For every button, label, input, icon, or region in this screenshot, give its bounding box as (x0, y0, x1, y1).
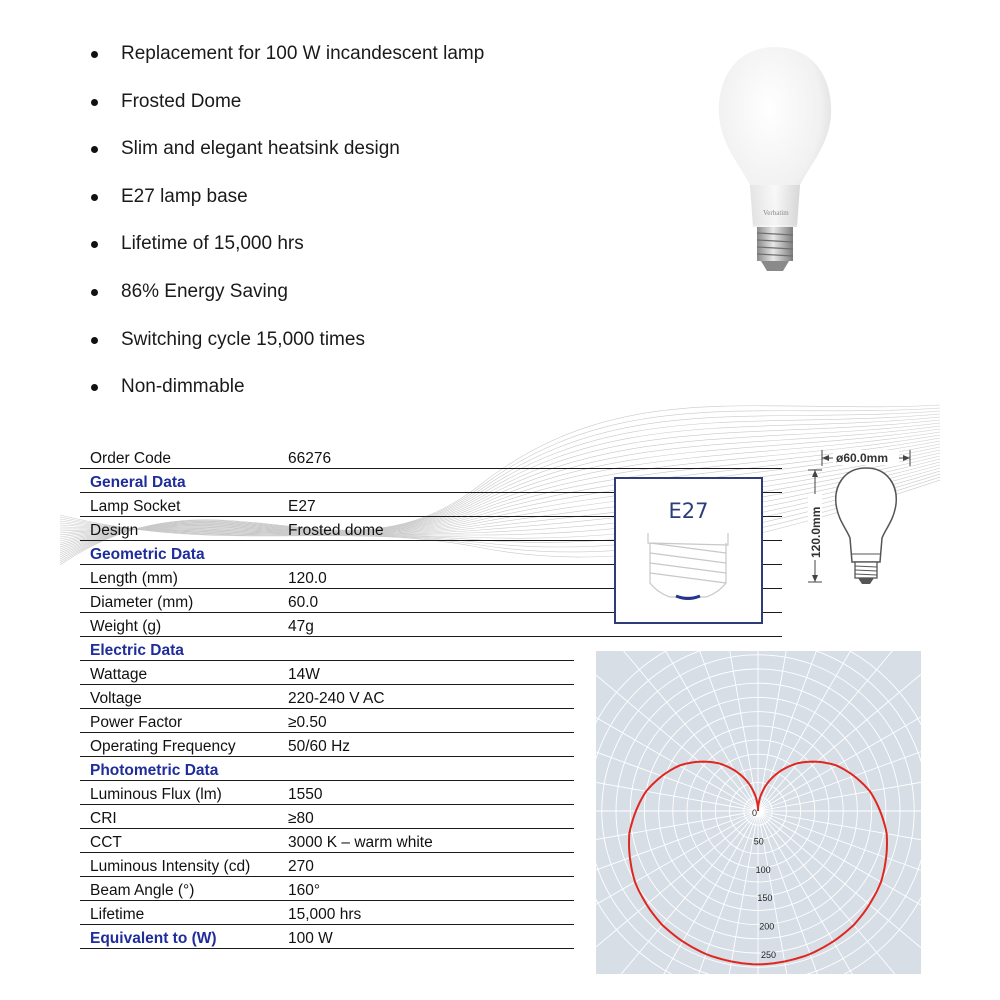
feature-item: Slim and elegant heatsink design (90, 135, 484, 183)
polar-grid-spoke (596, 811, 758, 941)
diameter-dimension-label: ø60.0mm (836, 451, 889, 465)
spec-value: 14W (278, 661, 574, 685)
section-title: Photometric Data (80, 757, 278, 781)
spec-label: Wattage (80, 661, 278, 685)
polar-tick-label: 250 (761, 950, 777, 960)
polar-tick-label: 100 (755, 864, 771, 875)
spec-label: Luminous Intensity (cd) (80, 853, 278, 877)
height-dimension-label: 120.0mm (809, 506, 823, 558)
spec-value: 60.0 (278, 589, 574, 613)
section-title: Equivalent to (W) (80, 925, 278, 949)
polar-grid-spoke (755, 811, 921, 900)
spec-label: CRI (80, 805, 278, 829)
polar-grid-spoke (758, 766, 921, 811)
polar-grid-spoke (758, 811, 921, 856)
polar-grid-spoke (596, 811, 758, 900)
spec-label: Operating Frequency (80, 733, 278, 757)
spec-label: Lamp Socket (80, 493, 278, 517)
feature-item: Replacement for 100 W incandescent lamp (90, 40, 484, 88)
spec-value: ≥0.50 (278, 709, 574, 733)
spec-label: Luminous Flux (lm) (80, 781, 278, 805)
spec-value: ≥80 (278, 805, 574, 829)
spec-label: Beam Angle (°) (80, 877, 278, 901)
spec-value: 15,000 hrs (278, 901, 574, 925)
spec-value: 160° (278, 877, 574, 901)
bulb-product-image (705, 35, 845, 275)
spec-value: 47g (278, 613, 574, 637)
socket-diagram (614, 477, 763, 624)
feature-item: E27 lamp base (90, 183, 484, 231)
spec-label: Diameter (mm) (80, 589, 278, 613)
spec-value: E27 (278, 493, 574, 517)
spec-value: 120.0 (278, 565, 574, 589)
feature-list (90, 40, 484, 421)
feature-item: Switching cycle 15,000 times (90, 326, 484, 374)
e27-socket-icon (636, 531, 741, 619)
section-title: Geometric Data (80, 541, 278, 565)
dimension-drawing (800, 442, 920, 602)
spec-label: Design (80, 517, 278, 541)
polar-grid-spoke (596, 766, 758, 811)
feature-item: Lifetime of 15,000 hrs (90, 230, 484, 278)
polar-grid-spoke (596, 811, 758, 856)
spec-value: 1550 (278, 781, 574, 805)
feature-item: Non-dimmable (90, 373, 484, 421)
spec-label: Lifetime (80, 901, 278, 925)
spec-value: Frosted dome (278, 517, 574, 541)
spec-label: Length (mm) (80, 565, 278, 589)
polar-intensity-chart (596, 651, 921, 974)
polar-tick-label: 0 (752, 808, 758, 818)
bulb-brand-logo: Verbatim (763, 209, 789, 217)
spec-value: 270 (278, 853, 574, 877)
polar-tick-label: 50 (753, 836, 764, 847)
section-title: Electric Data (80, 637, 278, 661)
spec-label: CCT (80, 829, 278, 853)
spec-label: Weight (g) (80, 613, 278, 637)
spec-value: 66276 (278, 445, 574, 469)
feature-item: Frosted Dome (90, 88, 484, 136)
polar-grid-spoke (596, 681, 758, 811)
table-row (80, 445, 782, 469)
spec-value: 220-240 V AC (278, 685, 574, 709)
polar-grid-spoke (669, 811, 758, 974)
spec-label: Order Code (80, 445, 278, 469)
section-title: General Data (80, 469, 278, 493)
polar-tick-label: 200 (759, 921, 775, 932)
spec-value: 50/60 Hz (278, 733, 574, 757)
feature-item: 86% Energy Saving (90, 278, 484, 326)
socket-label: E27 (668, 499, 709, 523)
spec-label: Power Factor (80, 709, 278, 733)
spec-label: Voltage (80, 685, 278, 709)
spec-value: 3000 K – warm white (278, 829, 574, 853)
polar-tick-label: 150 (757, 893, 773, 904)
spec-value: 100 W (278, 925, 574, 949)
polar-grid-spoke (713, 811, 758, 974)
